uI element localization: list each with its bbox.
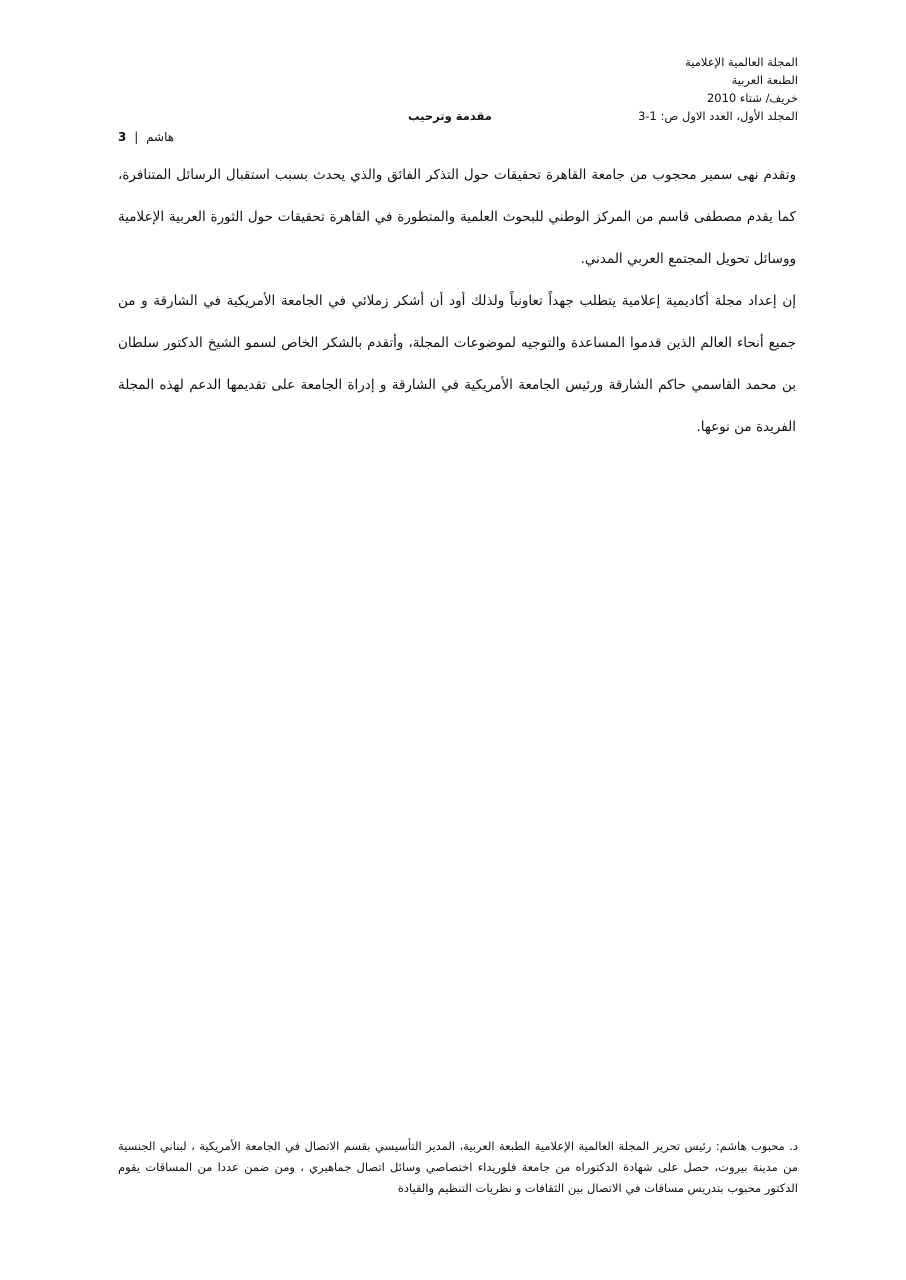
body-paragraph-1: وتقدم نهى سمير محجوب من جامعة القاهرة تحقيقات حول التذكر الفائق والذي يحدث بسبب استقبال الرسائل المتنافرة، كما يقدم مصطفى قاسم من المركز الوطني للبحوث العلمية والمتطورة في القاهرة تحقيقات حول الثورة العربية الإعلامية ووسائل تحويل المجتمع العربي المدني.	[118, 167, 796, 267]
journal-name: المجلة العالمية الإعلامية	[685, 55, 798, 69]
journal-volume-issue: المجلد الأول، العدد الاول ص: 1-3	[638, 109, 798, 123]
journal-edition: الطبعة العربية	[731, 73, 798, 87]
running-head-separator: |	[134, 130, 139, 144]
section-title: مقدمة وترحيب	[408, 109, 492, 123]
body-paragraph-2: إن إعداد مجلة أكاديمية إعلامية يتطلب جهداً تعاونياً ولذلك أود أن أشكر زملائي في الجامعة الأمريكية في الشارقة و من جميع أنحاء العالم الذين قدموا المساعدة والتوجيه لموضوعات المجلة، وأتقدم بالشكر الخاص لسمو الشيخ الدكتور سلطان بن محمد القاسمي حاكم الشارقة ورئيس الجامعة الأمريكية في الشارقة و إدراة الجامعة على تقديمها الدعم لهذه المجلة الفريدة من نوعها.	[118, 293, 796, 435]
footer-author-note: د. محبوب هاشم: رئيس تحرير المجلة العالمية الإعلامية الطبعة العربية، المدير التأسيسي بقسم الاتصال في الجامعة الأمريكية ، لبناني الجنسية من مدينة بيروت، حصل على شهادة الدكتوراه من جامعة فلوريداء اختصاصي وسائل اتصال جماهيري ، ومن ضمن عددا من المساقات يقوم الدكتور محبوب بتدريس مساقات في الاتصال بين الثقافات و نظريات التنظيم والقيادة	[118, 1139, 798, 1195]
page-number: 3	[118, 130, 127, 144]
running-head-author: هاشم	[146, 130, 175, 144]
journal-season: خريف/ شتاء 2010	[706, 91, 798, 105]
running-head	[118, 130, 174, 144]
